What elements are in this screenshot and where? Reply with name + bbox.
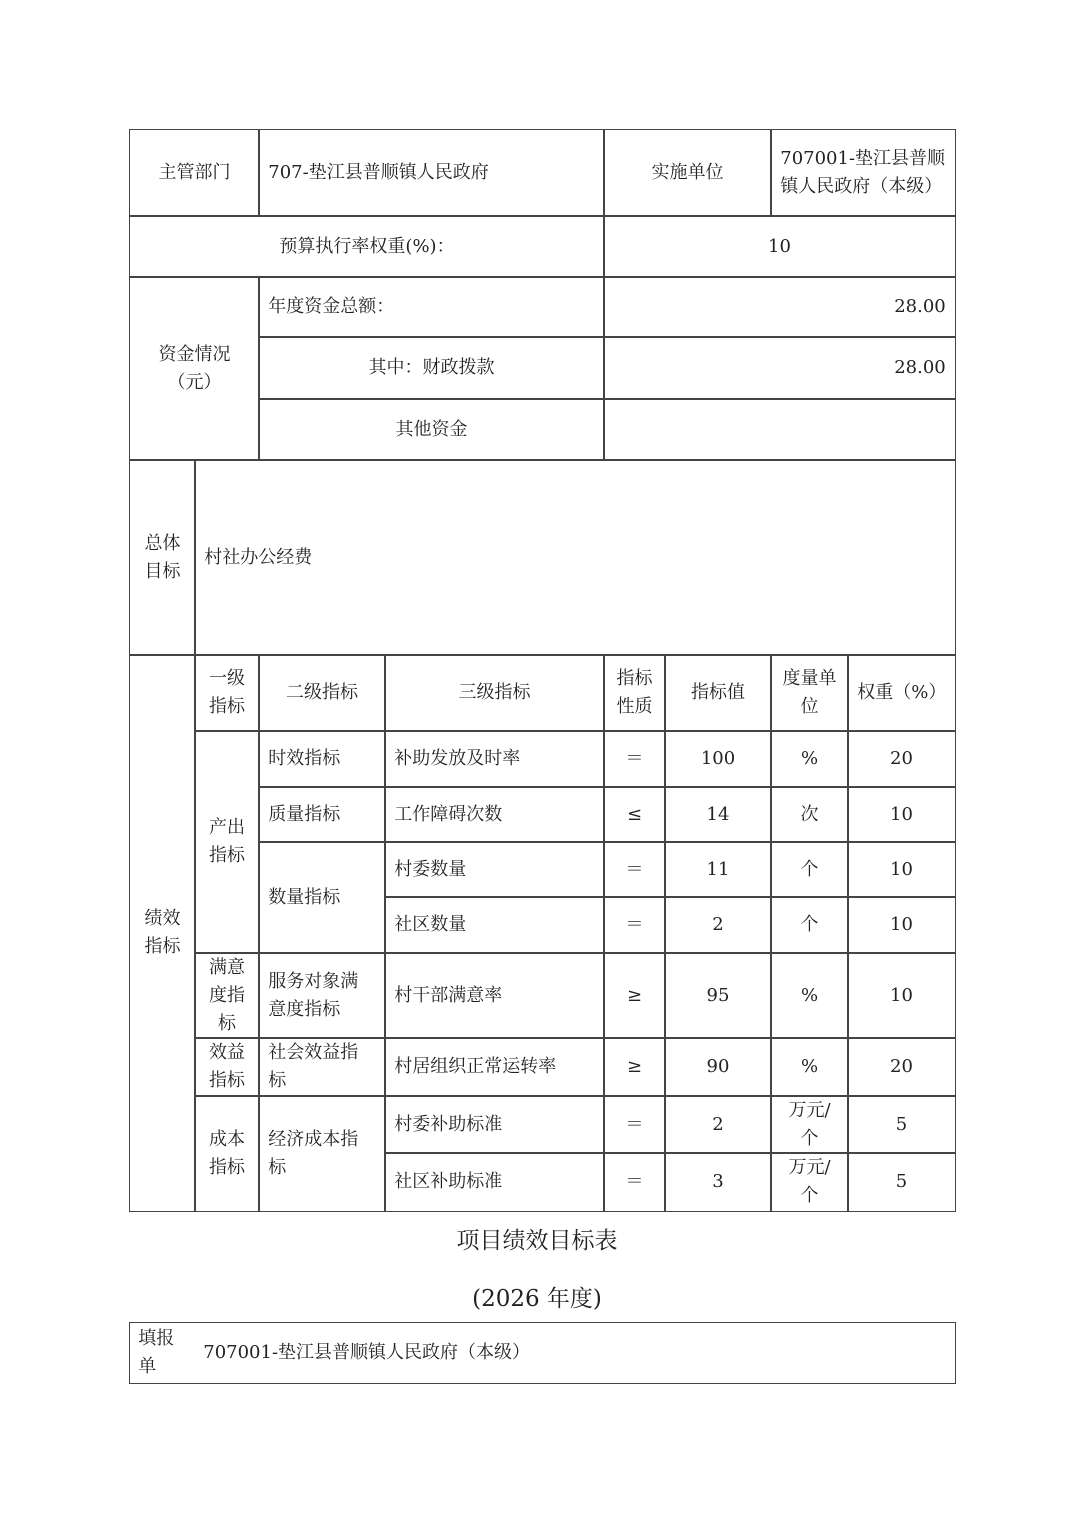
column-header [603,654,666,732]
indicator-weight [847,1037,956,1097]
level1-indicator [194,1037,260,1097]
funds-fiscal-label-text: 其中：财政拨款 [368,357,495,378]
indicator-unit [770,952,849,1039]
column-header-text: 度量单位 [782,668,837,717]
indicator-unit [770,1095,849,1154]
level2-indicator [258,730,386,788]
level1-indicator-text: 效益指标 [209,1042,245,1091]
funds-total-label-text: 年度资金总额： [268,296,395,317]
indicator-op [603,1152,666,1212]
indicator-name-text: 社区补助标准 [394,1171,503,1192]
level2-indicator-text: 质量指标 [268,803,341,825]
indicator-value [664,1037,772,1097]
indicator-weight-text: 5 [895,1113,908,1135]
level2-indicator-text: 服务对象满意度指标 [268,970,359,1020]
indicator-weight [847,786,956,843]
indicator-value-text: 100 [700,748,736,769]
indicator-weight-text: 10 [890,803,913,825]
unit-label [603,129,772,217]
budget-rate-value [603,215,956,278]
level1-indicator [194,730,260,954]
indicator-name [384,786,605,843]
indicator-weight-text: 10 [890,914,913,935]
goal-text-text: 村社办公经费 [204,546,313,568]
indicator-unit [770,730,849,788]
indicator-name-text: 工作障碍次数 [394,803,503,825]
indicator-weight-text: 5 [895,1171,908,1192]
indicator-value [664,1152,772,1212]
indicator-name-text: 村干部满意率 [394,984,503,1006]
indicator-value [664,786,772,843]
funds-other-label [258,398,605,461]
funds-label [129,276,260,461]
indicator-unit-text: 个 [800,914,819,935]
funds-fiscal-value [603,336,956,400]
funds-total-value-text: 28.00 [894,296,946,317]
indicator-name [384,952,605,1039]
indicator-name-text: 补助发放及时率 [394,748,521,769]
funds-total-value [603,276,956,338]
indicators-label [129,654,196,1212]
indicator-value-text: 2 [712,914,724,935]
level2-indicator [258,952,386,1039]
indicator-weight [847,952,956,1039]
filler-label [129,1322,196,1384]
level2-indicator [258,786,386,843]
indicator-weight [847,1152,956,1212]
level1-indicator [194,952,260,1039]
indicator-value-text: 11 [706,858,730,880]
filler-value [194,1322,956,1384]
indicator-value [664,1095,772,1154]
indicator-value-text: 14 [706,803,730,825]
level1-indicator [194,1095,260,1212]
goal-label-text: 总体目标 [144,532,181,582]
budget-rate-value-text: 10 [768,235,791,257]
column-header-text: 一级指标 [209,668,245,717]
indicator-unit-text: % [800,1056,819,1077]
indicator-name [384,730,605,788]
indicator-op-text: ＝ [625,858,644,880]
filler-label-text: 填报单 [138,1328,175,1377]
indicator-name-text: 村委数量 [394,858,467,880]
indicator-op [603,786,666,843]
column-header [770,654,849,732]
unit-value-text: 707001-垫江县普顺镇人民政府（本级） [780,148,946,197]
indicator-name [384,1037,605,1097]
indicator-name-text: 村委补助标准 [394,1113,503,1135]
dept-label-text: 主管部门 [158,162,231,183]
column-header [664,654,772,732]
indicator-value [664,896,772,954]
indicator-name [384,841,605,898]
indicator-unit-text: % [800,748,819,769]
level2-indicator-text: 数量指标 [268,886,341,908]
level2-indicator [258,841,386,954]
dept-value [258,129,605,217]
indicator-weight [847,730,956,788]
unit-label-text: 实施单位 [651,162,724,183]
funds-fiscal-value-text: 28.00 [894,357,946,378]
column-header [384,654,605,732]
funds-other-label-text: 其他资金 [395,418,468,440]
indicator-value [664,730,772,788]
indicator-weight [847,896,956,954]
indicator-value-text: 90 [706,1056,730,1077]
column-header [194,654,260,732]
indicator-name-text: 社区数量 [394,914,467,935]
dept-label [129,129,260,217]
budget-rate-label-text: 预算执行率权重(%)： [279,235,455,257]
goal-label [129,459,196,656]
dept-value-text: 707-垫江县普顺镇人民政府 [268,162,489,183]
level1-indicator-text: 满意度指标 [209,956,245,1034]
indicator-weight-text: 10 [890,858,913,880]
indicator-op-text: ＝ [625,748,644,769]
indicator-op-text: ≥ [626,1056,643,1077]
indicator-op-text: ＝ [625,914,644,935]
indicator-op [603,896,666,954]
document-year: (2026 年度) [472,1286,602,1312]
column-header-text: 权重（%） [857,682,947,703]
indicator-op-text: ＝ [625,1171,644,1192]
filler-value-text: 707001-垫江县普顺镇人民政府（本级） [203,1342,531,1363]
indicator-unit-text: % [800,984,819,1006]
column-header-text: 指标性质 [616,668,653,717]
indicator-op-text: ≤ [626,803,643,825]
indicator-value-text: 2 [712,1113,724,1135]
indicator-weight-text: 10 [890,984,913,1006]
funds-label-text: 资金情况（元） [158,343,231,393]
unit-value [770,129,956,217]
funds-other-value [603,398,956,461]
indicator-name-text: 村居组织正常运转率 [394,1056,557,1077]
funds-total-label [258,276,605,338]
indicator-name [384,1095,605,1154]
indicators-label-text: 绩效指标 [144,908,181,957]
level1-indicator-text: 产出指标 [209,817,245,866]
indicator-name [384,896,605,954]
column-header-text: 指标值 [691,682,745,703]
indicator-name [384,1152,605,1212]
indicator-value-text: 95 [706,984,730,1006]
column-header-text: 二级指标 [286,682,358,703]
indicator-unit-text: 万元/个 [788,1157,831,1206]
indicator-weight [847,1095,956,1154]
indicator-value-text: 3 [712,1171,724,1192]
indicator-op [603,1095,666,1154]
indicator-unit [770,896,849,954]
level2-indicator [258,1095,386,1212]
column-header [258,654,386,732]
level2-indicator-text: 社会效益指标 [268,1042,359,1091]
indicator-value [664,841,772,898]
indicator-weight-text: 20 [890,748,913,769]
indicator-op-text: ＝ [625,1113,644,1135]
indicator-weight-text: 20 [890,1056,913,1077]
indicator-value [664,952,772,1039]
indicator-weight [847,841,956,898]
indicator-unit [770,786,849,843]
goal-text [194,459,956,656]
indicator-unit-text: 个 [800,858,819,880]
indicator-unit-text: 次 [800,803,819,825]
level2-indicator-text: 时效指标 [268,748,341,769]
document-title: 项目绩效目标表 [456,1228,618,1254]
indicator-op [603,730,666,788]
indicator-op [603,1037,666,1097]
indicator-op [603,952,666,1039]
indicator-unit [770,1152,849,1212]
indicator-unit [770,841,849,898]
column-header-text: 三级指标 [458,682,531,703]
level1-indicator-text: 成本指标 [209,1128,245,1178]
indicator-op [603,841,666,898]
indicator-op-text: ≥ [626,984,643,1006]
indicator-unit-text: 万元/个 [788,1099,831,1149]
column-header [847,654,956,732]
budget-rate-label [129,215,605,278]
indicator-unit [770,1037,849,1097]
level2-indicator [258,1037,386,1097]
level2-indicator-text: 经济成本指标 [268,1128,359,1178]
funds-fiscal-label [258,336,605,400]
